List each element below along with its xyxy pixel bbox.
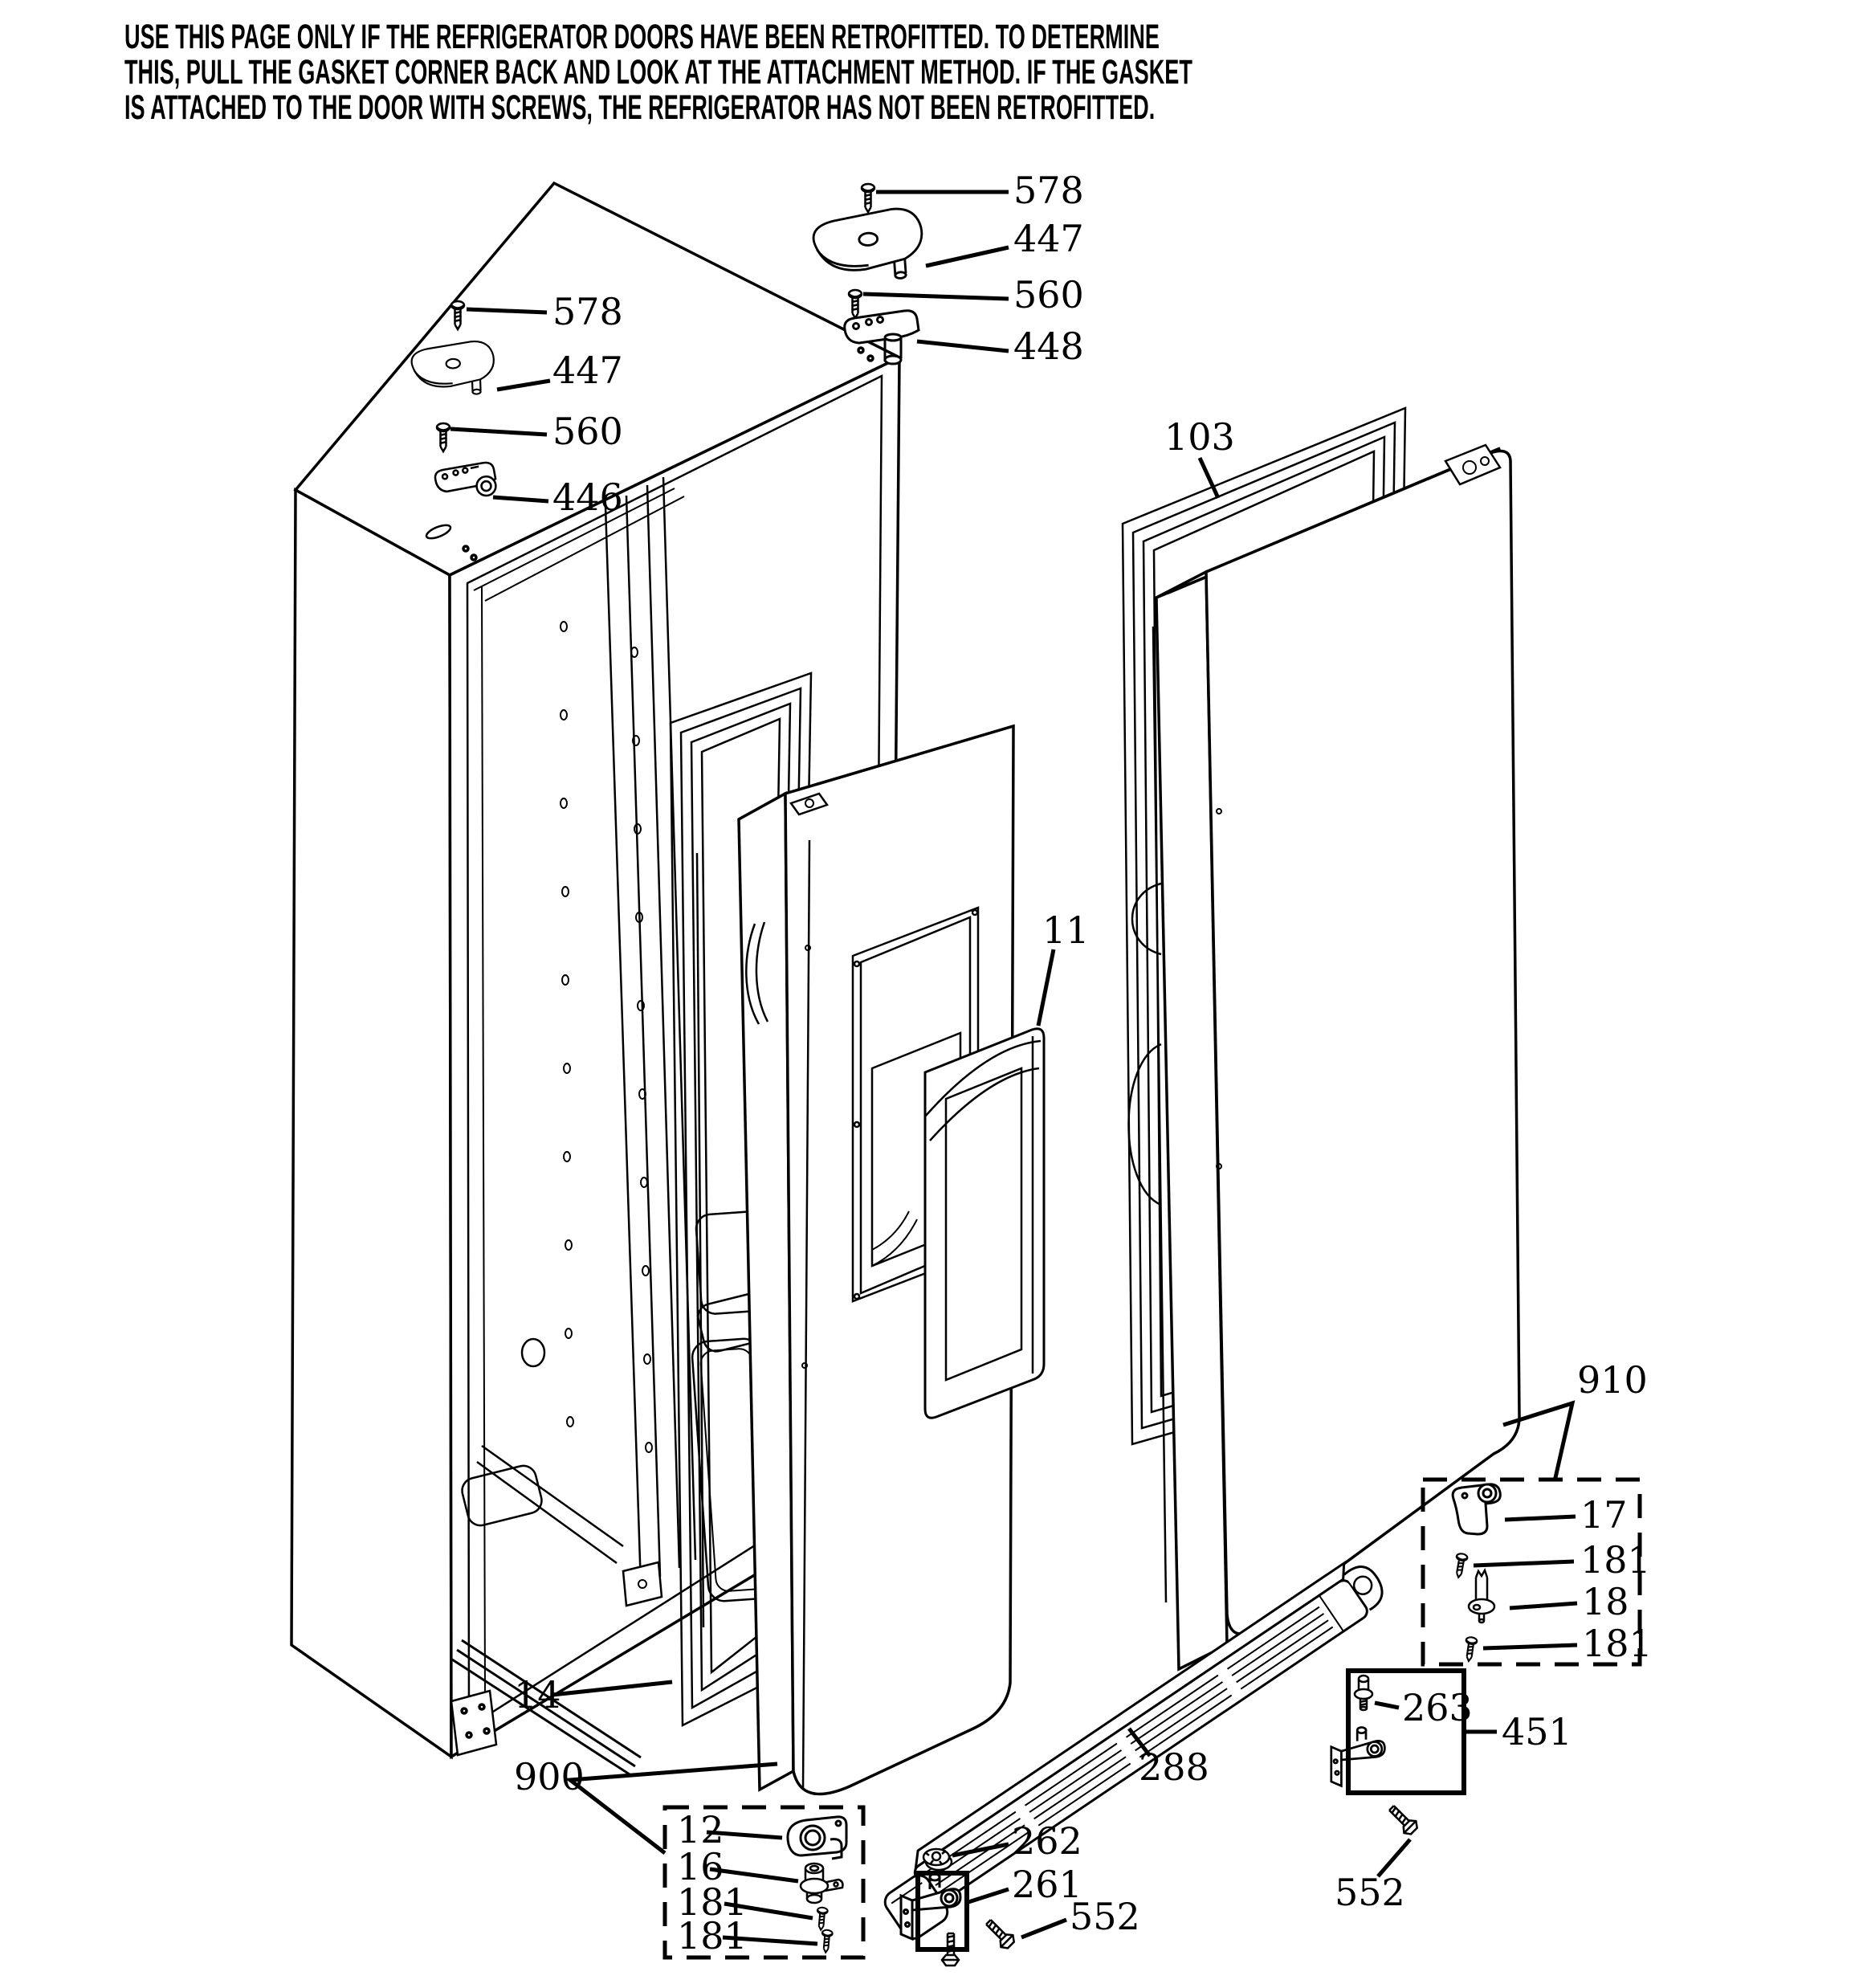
bolt-552-lower-part <box>982 1917 1017 1951</box>
dispenser-trim-art <box>925 1029 1044 1419</box>
callout-578-fresh-food: 578 <box>1013 169 1084 212</box>
callout-552-upper: 552 <box>1335 1871 1405 1914</box>
hinge-pin-263-part <box>1355 1676 1372 1710</box>
warning-line-3: IS ATTACHED TO THE DOOR WITH SCREWS, THE REFRIGERATOR HAS NOT BEEN RETROFITTED. <box>124 88 1156 127</box>
callout-17: 17 <box>1580 1493 1628 1537</box>
callout-910: 910 <box>1577 1358 1648 1402</box>
callout-900: 900 <box>514 1755 585 1798</box>
callout-261: 261 <box>1012 1863 1082 1906</box>
callout-560-fresh-food: 560 <box>1013 273 1084 316</box>
callout-14: 14 <box>514 1673 561 1717</box>
callout-288: 288 <box>1139 1745 1209 1789</box>
callout-447-fresh-food: 447 <box>1013 217 1084 260</box>
callout-103: 103 <box>1164 415 1235 459</box>
fresh-food-door-art <box>1129 445 1520 1669</box>
hinge-bracket-17-part <box>1453 1484 1500 1534</box>
callout-181-kit910-lower: 181 <box>1582 1622 1653 1665</box>
bolt-552-upper-part <box>1385 1802 1420 1837</box>
hinge-pin-18-part <box>1469 1570 1494 1623</box>
screw-560-fresh-food-part <box>849 290 862 318</box>
callout-446: 446 <box>552 476 623 519</box>
callout-448: 448 <box>1013 325 1084 368</box>
callout-263: 263 <box>1402 1686 1473 1729</box>
callout-181-kit900-lower: 181 <box>677 1914 748 1957</box>
screw-181-kit910-upper-part <box>1453 1553 1468 1578</box>
callout-11: 11 <box>1042 908 1090 952</box>
warning-line-2: THIS, PULL THE GASKET CORNER BACK AND LOOK AT THE ATTACHMENT METHOD. IF THE GASKET <box>124 53 1192 92</box>
screw-578-fresh-food-part <box>862 184 874 212</box>
hinge-bracket-12-part <box>788 1817 846 1859</box>
callout-578-freezer: 578 <box>552 290 623 333</box>
screw-181-kit900-lower-part <box>821 1929 833 1953</box>
callout-552-lower: 552 <box>1070 1895 1140 1938</box>
callout-16: 16 <box>677 1845 724 1888</box>
callout-451: 451 <box>1502 1710 1572 1753</box>
center-hinge-451-bracket-part <box>1331 1728 1385 1786</box>
hinge-nut-262-part <box>923 1849 952 1870</box>
callout-18: 18 <box>1582 1580 1629 1623</box>
callout-262: 262 <box>1012 1819 1082 1863</box>
callout-181-kit910-upper: 181 <box>1580 1538 1651 1582</box>
callout-447-freezer: 447 <box>552 349 623 392</box>
callout-12: 12 <box>677 1808 724 1851</box>
hinge-bushing-16-part <box>801 1863 842 1903</box>
callout-181-kit900-upper: 181 <box>677 1880 748 1924</box>
screw-181-kit910-lower-part <box>1463 1636 1478 1661</box>
callout-560-freezer: 560 <box>552 410 623 453</box>
warning-line-1: USE THIS PAGE ONLY IF THE REFRIGERATOR DOORS HAVE BEEN RETROFITTED. TO DETERMINE <box>124 18 1160 56</box>
screw-181-kit900-upper-part <box>816 1907 828 1930</box>
hinge-cover-447-fresh-food-part <box>812 207 925 284</box>
